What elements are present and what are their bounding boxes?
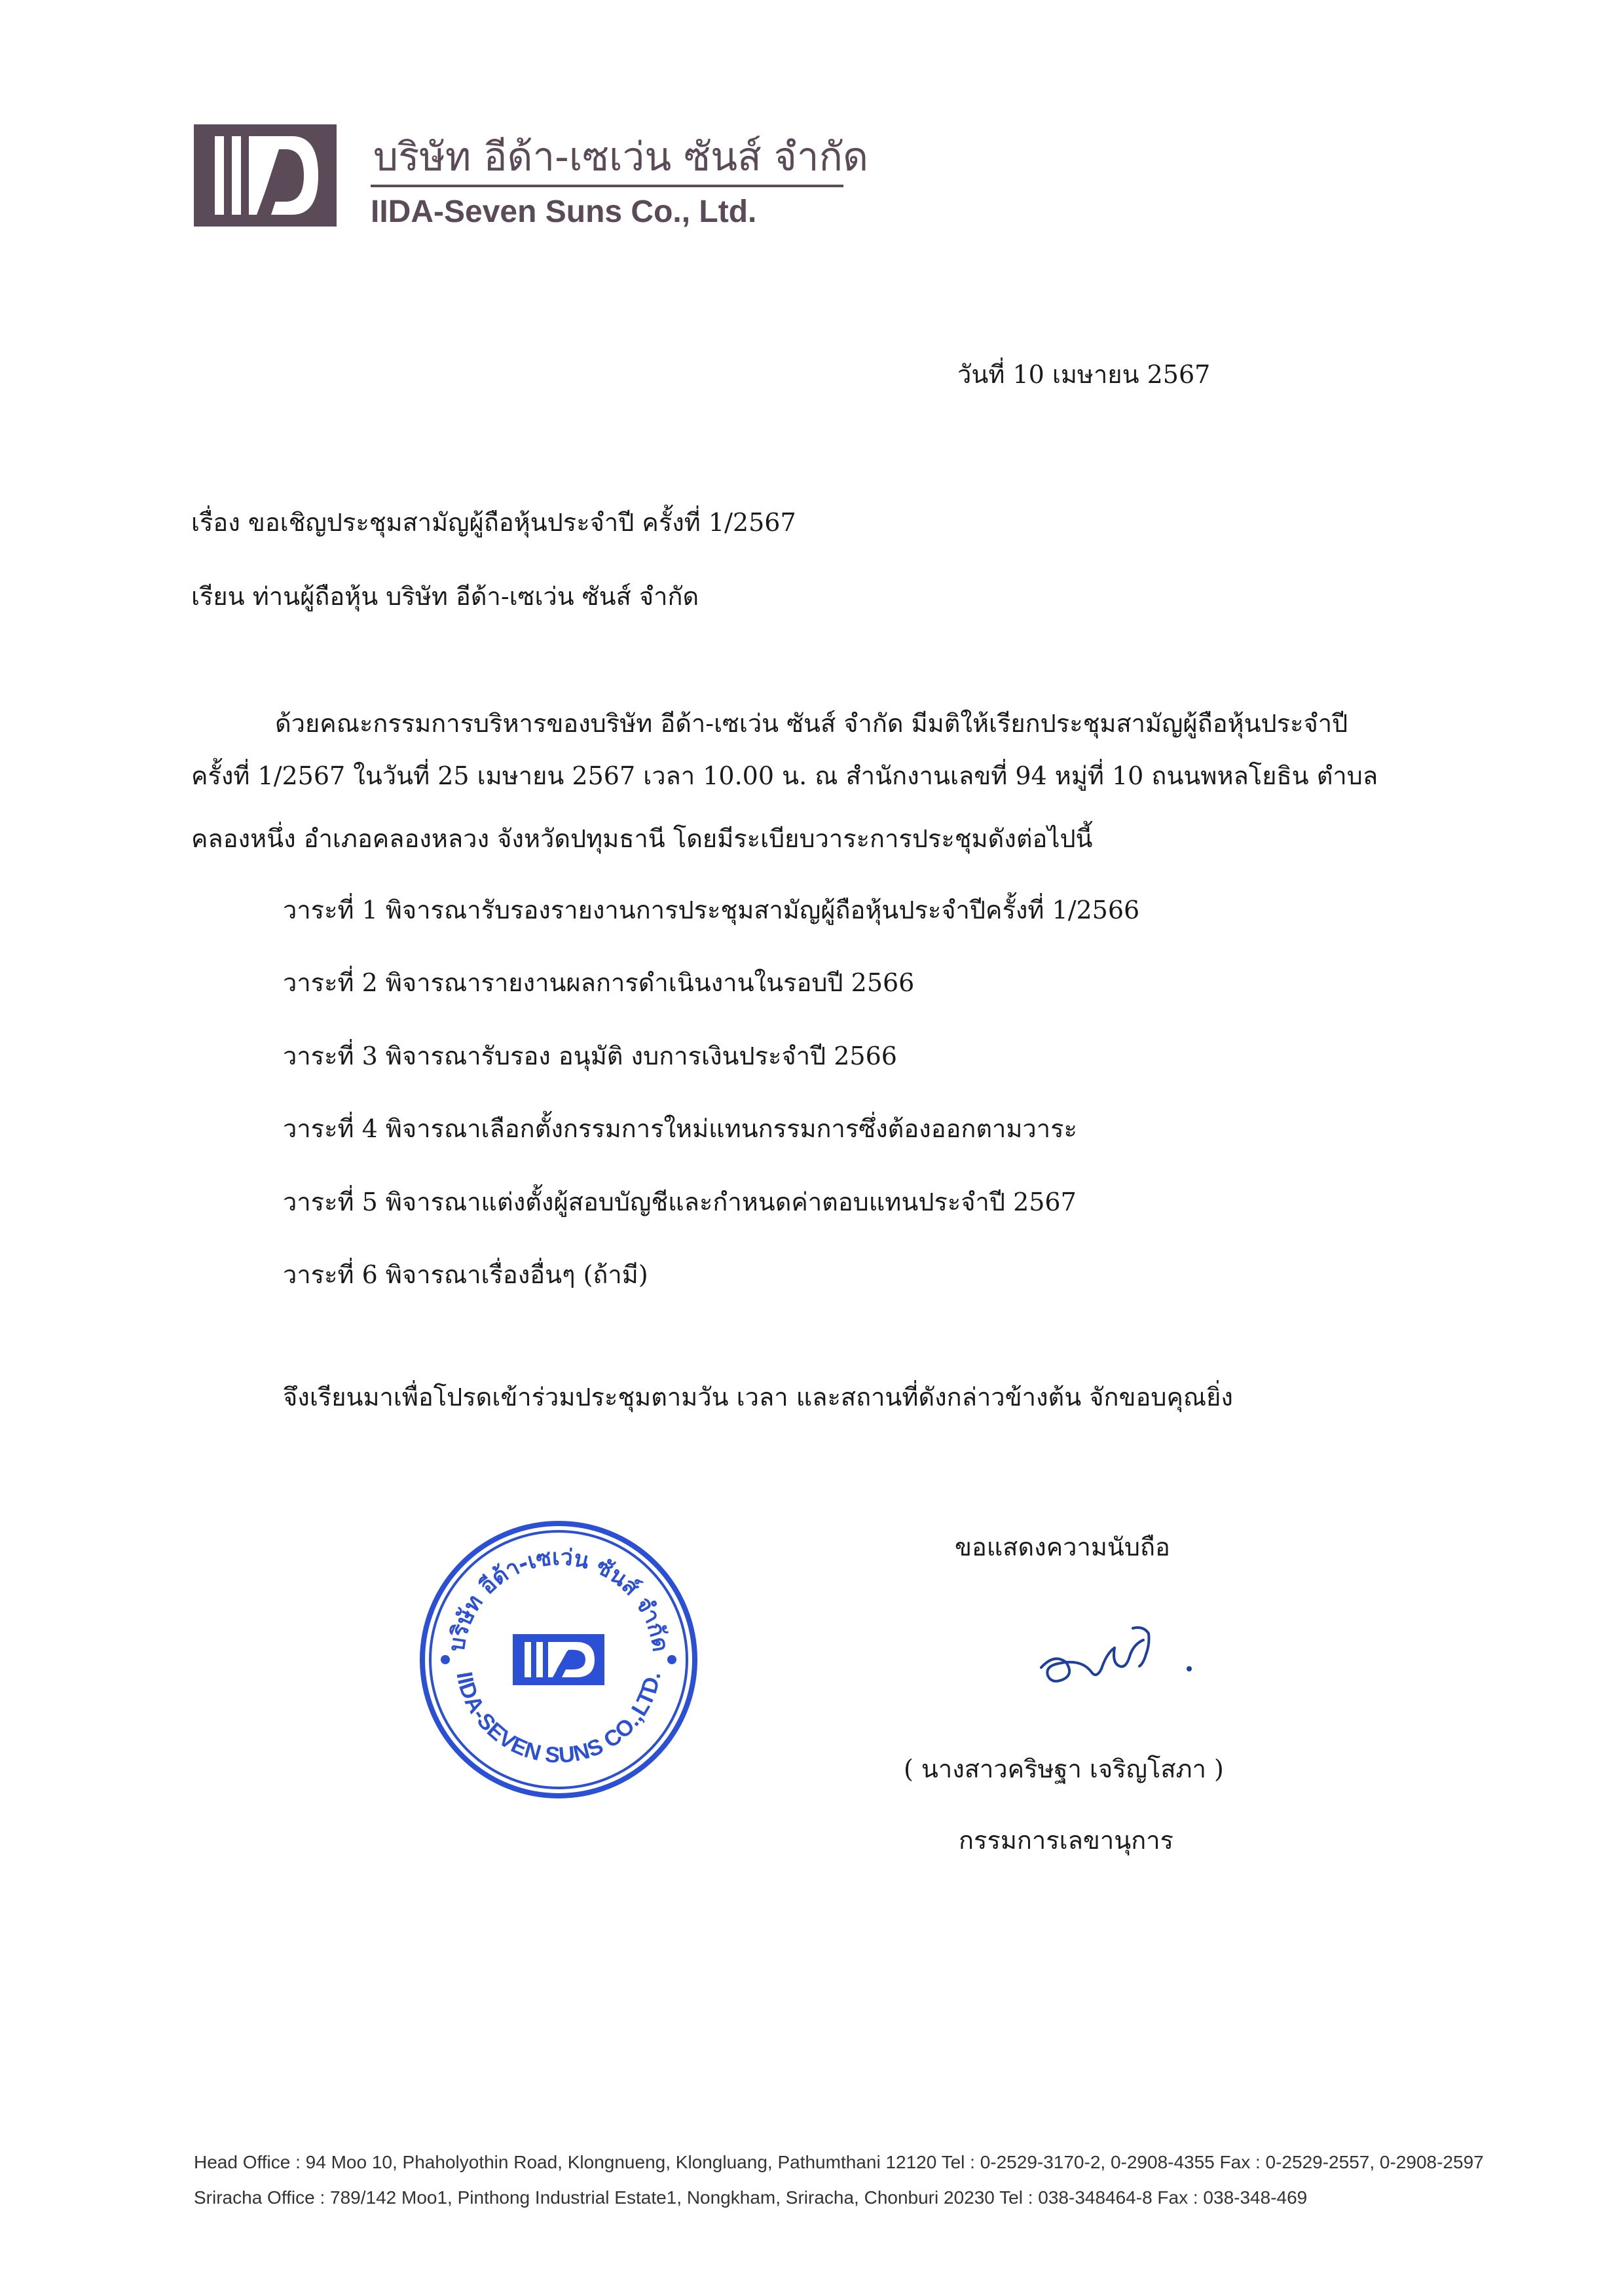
agenda-item-4: วาระที่ 4 พิจารณาเลือกตั้งกรรมการใหม่แทนกรรมการซึ่งต้องออกตามวาระ [283, 1114, 1077, 1143]
agenda-item-6: วาระที่ 6 พิจารณาเรื่องอื่นๆ (ถ้ามี) [283, 1260, 648, 1289]
company-logo [194, 124, 337, 227]
letter-date: วันที่ 10 เมษายน 2567 [957, 360, 1211, 389]
paragraph-line: ครั้งที่ 1/2567 ในวันที่ 25 เมษายน 2567 เวลา 10.00 น. ณ สำนักงานเลขที่ 94 หมู่ที่ 10 ถนนพหลโยธิน ตำบล [191, 761, 1378, 790]
letter-salutation: เรียน ท่านผู้ถือหุ้น บริษัท อีด้า-เซเว่น ซันส์ จำกัด [191, 582, 699, 611]
company-name-english: IIDA-Seven Suns Co., Ltd. [371, 194, 757, 229]
company-seal-stamp [416, 1518, 701, 1802]
letterhead-divider [371, 185, 843, 187]
company-name-thai: บริษัท อีด้า-เซเว่น ซันส์ จำกัด [373, 134, 868, 180]
paragraph-line: คลองหนึ่ง อำเภอคลองหลวง จังหวัดปทุมธานี โดยมีระเบียบวาระการประชุมดังต่อไปนี้ [191, 824, 1093, 853]
closing-invitation: จึงเรียนมาเพื่อโปรดเข้าร่วมประชุมตามวัน เวลา และสถานที่ดังกล่าวข้างต้น จักขอบคุณยิ่ง [283, 1383, 1233, 1412]
signer-name: ( นางสาวคริษฐา เจริญโสภา ) [904, 1755, 1224, 1783]
handwritten-signature [1028, 1614, 1198, 1699]
agenda-item-5: วาระที่ 5 พิจารณาแต่งตั้งผู้สอบบัญชีและกำหนดค่าตอบแทนประจำปี 2567 [283, 1188, 1077, 1216]
signer-title: กรรมการเลขานุการ [959, 1826, 1173, 1855]
agenda-item-1: วาระที่ 1 พิจารณารับรองรายงานการประชุมสามัญผู้ถือหุ้นประจำปีครั้งที่ 1/2566 [283, 896, 1140, 924]
letter-subject: เรื่อง ขอเชิญประชุมสามัญผู้ถือหุ้นประจำปี ครั้งที่ 1/2567 [191, 508, 796, 537]
stamp-thai-text: บริษัท อีด้า-เซเว่น ซันส์ จำกัด [443, 1544, 674, 1654]
agenda-item-2: วาระที่ 2 พิจารณารายงานผลการดำเนินงานในรอบปี 2566 [283, 968, 915, 997]
complimentary-close: ขอแสดงความนับถือ [955, 1533, 1170, 1561]
agenda-item-3: วาระที่ 3 พิจารณารับรอง อนุมัติ งบการเงินประจำปี 2566 [283, 1042, 897, 1070]
paragraph-line: ด้วยคณะกรรมการบริหารของบริษัท อีด้า-เซเว่น ซันส์ จำกัด มีมติให้เรียกประชุมสามัญผู้ถือหุ้นประจำปี [275, 709, 1348, 738]
stamp-english-text: IIDA-SEVEN SUNS CO.,LTD. [451, 1670, 666, 1768]
footer-sriracha-office: Sriracha Office : 789/142 Moo1, Pinthong Industrial Estate1, Nongkham, Sriracha, Chonburi 20230 Tel : 038-348464-8 Fax : 038-348-469 [194, 2187, 1308, 2208]
footer-head-office: Head Office : 94 Moo 10, Phaholyothin Road, Klongnueng, Klongluang, Pathumthani 12120 Tel : 0-2529-3170-2, 0-2908-4355 Fax : 0-2529-2557, 0-2908-2597 [194, 2152, 1484, 2172]
